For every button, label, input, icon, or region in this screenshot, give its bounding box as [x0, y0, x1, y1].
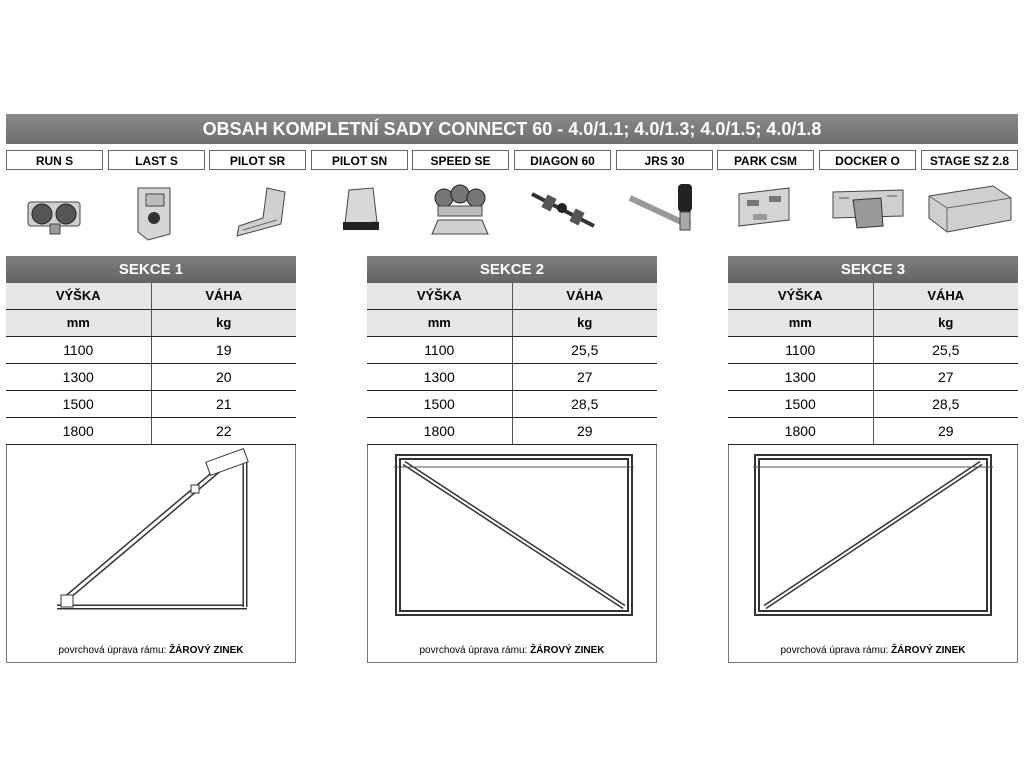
height-cell: 1500 [6, 391, 152, 417]
section-1 [6, 256, 296, 663]
height-unit: mm [6, 310, 152, 336]
table-row [6, 391, 296, 418]
section-1-finish [7, 645, 295, 656]
component-label-docker-o: DOCKER O [819, 150, 916, 170]
component-label-diagon-60: DIAGON 60 [514, 150, 611, 170]
weight-cell: 25,5 [571, 342, 599, 358]
finish-value: ŽÁROVÝ ZINEK [169, 645, 244, 656]
weight-cell: 28,5 [932, 396, 960, 412]
pilot-sr-guide-icon [209, 174, 306, 252]
table-row [6, 364, 296, 391]
height-header: VÝŠKA [6, 283, 152, 309]
section-1-title: SEKCE 1 [6, 256, 296, 283]
section-3-finish [729, 645, 1017, 656]
table-row [367, 391, 657, 418]
component-images [0, 174, 1024, 252]
height-cell: 1100 [6, 337, 152, 363]
weight-unit: kg [577, 315, 593, 330]
section-3-unit-row [728, 310, 1018, 337]
weight-cell: 21 [215, 396, 232, 412]
page-title: OBSAH KOMPLETNÍ SADY CONNECT 60 - 4.0/1.1; 4.0/1.3; 4.0/1.5; 4.0/1.8 [6, 114, 1018, 144]
section-2-header-row [367, 283, 657, 310]
rectangle-frame-drawing [729, 445, 1019, 635]
weight-cell: 19 [215, 342, 232, 358]
table-row [367, 364, 657, 391]
component-label-pilot-sr: PILOT SR [209, 150, 306, 170]
table-row [728, 337, 1018, 364]
table-row [367, 418, 657, 445]
weight-cell: 29 [576, 423, 593, 439]
height-cell: 1800 [367, 418, 513, 444]
height-cell: 1500 [367, 391, 513, 417]
finish-value: ŽÁROVÝ ZINEK [530, 645, 605, 656]
park-csm-bracket-icon [717, 174, 814, 252]
diagon-60-rod-icon [514, 174, 611, 252]
weight-cell: 27 [576, 369, 593, 385]
last-s-end-cap-icon [108, 174, 205, 252]
section-1-header-row [6, 283, 296, 310]
table-row [728, 391, 1018, 418]
height-cell: 1100 [367, 337, 513, 363]
table-row [367, 337, 657, 364]
table-row [728, 418, 1018, 445]
weight-cell: 20 [215, 369, 232, 385]
table-row [6, 418, 296, 445]
triangle-frame-drawing [7, 445, 297, 635]
height-cell: 1300 [367, 364, 513, 390]
docker-o-catch-icon [819, 174, 916, 252]
weight-cell: 29 [937, 423, 954, 439]
height-cell: 1300 [728, 364, 874, 390]
pilot-sn-guide-icon [311, 174, 408, 252]
weight-unit: kg [938, 315, 954, 330]
section-2-unit-row [367, 310, 657, 337]
run-s-trolley-icon [6, 174, 103, 252]
stage-sz-rail-icon [921, 174, 1018, 252]
component-label-park-csm: PARK CSM [717, 150, 814, 170]
section-2 [367, 256, 657, 663]
component-label-pilot-sn: PILOT SN [311, 150, 408, 170]
component-label-run-s: RUN S [6, 150, 103, 170]
section-1-drawing [6, 445, 296, 663]
section-3-title: SEKCE 3 [728, 256, 1018, 283]
section-2-title: SEKCE 2 [367, 256, 657, 283]
table-row [728, 364, 1018, 391]
finish-label: povrchová úprava rámu: [419, 645, 528, 656]
finish-value: ŽÁROVÝ ZINEK [891, 645, 966, 656]
component-label-last-s: LAST S [108, 150, 205, 170]
weight-header: VÁHA [566, 288, 604, 303]
table-row [6, 337, 296, 364]
rectangle-frame-drawing [368, 445, 658, 635]
jrs-30-roller-icon [616, 174, 713, 252]
height-unit: mm [728, 310, 874, 336]
height-cell: 1800 [728, 418, 874, 444]
component-label-speed-se: SPEED SE [412, 150, 509, 170]
weight-unit: kg [216, 315, 232, 330]
finish-label: povrchová úprava rámu: [58, 645, 167, 656]
weight-cell: 25,5 [932, 342, 960, 358]
section-3-drawing [728, 445, 1018, 663]
section-2-finish [368, 645, 656, 656]
height-cell: 1300 [6, 364, 152, 390]
height-header: VÝŠKA [367, 283, 513, 309]
height-cell: 1800 [6, 418, 152, 444]
weight-header: VÁHA [205, 288, 243, 303]
section-2-drawing [367, 445, 657, 663]
finish-label: povrchová úprava rámu: [780, 645, 889, 656]
component-label-stage-sz: STAGE SZ 2.8 [921, 150, 1018, 170]
weight-header: VÁHA [927, 288, 965, 303]
weight-cell: 22 [215, 423, 232, 439]
section-3-header-row [728, 283, 1018, 310]
section-1-unit-row [6, 310, 296, 337]
height-unit: mm [367, 310, 513, 336]
weight-cell: 27 [937, 369, 954, 385]
section-3 [728, 256, 1018, 663]
component-label-jrs-30: JRS 30 [616, 150, 713, 170]
height-header: VÝŠKA [728, 283, 874, 309]
height-cell: 1500 [728, 391, 874, 417]
weight-cell: 28,5 [571, 396, 599, 412]
height-cell: 1100 [728, 337, 874, 363]
speed-se-roller-icon [412, 174, 509, 252]
